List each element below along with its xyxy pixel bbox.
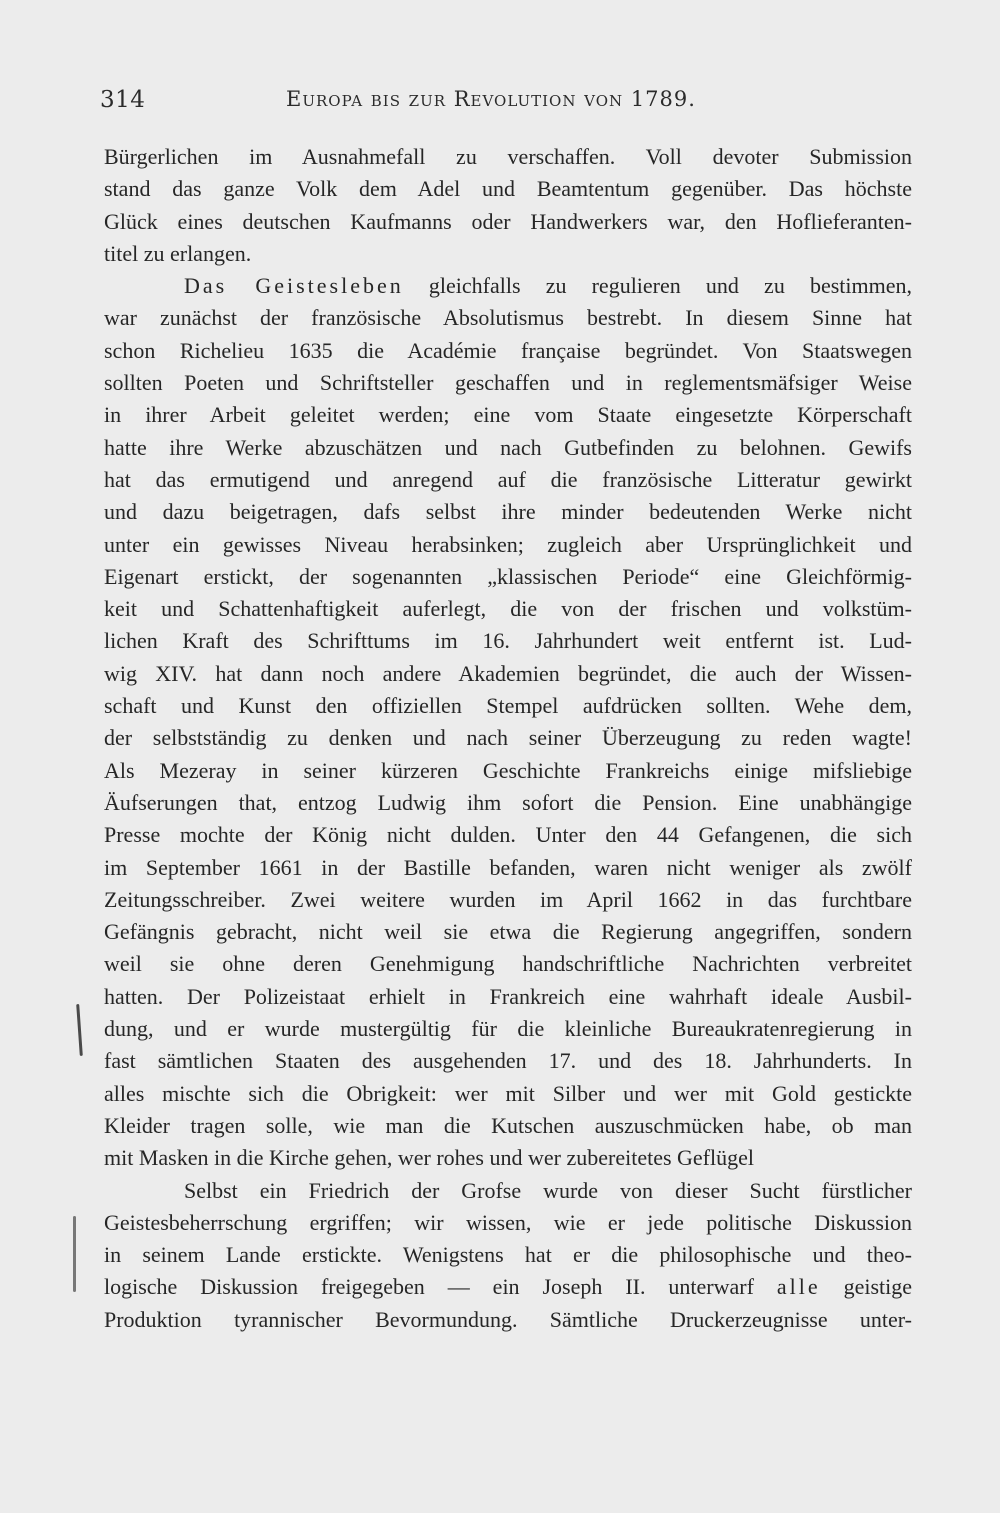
text-line: hatte ihre Werke abzuschätzen und nach Gutbefinden zu belohnen. Gewifs bbox=[104, 434, 912, 460]
text-line: in ihrer Arbeit geleitet werden; eine vom Staate eingesetzte Körperschaft bbox=[104, 402, 912, 428]
margin-pencil-mark bbox=[73, 1216, 76, 1292]
text-line: Zeitungsschreiber. Zwei weitere wurden im April 1662 in das furchtbare bbox=[104, 886, 912, 912]
text-line: weil sie ohne deren Genehmigung handschriftliche Nachrichten verbreitet bbox=[104, 951, 912, 977]
text-line: Bürgerlichen im Ausnahmefall zu verschaffen. Voll devoter Submission bbox=[104, 144, 912, 169]
margin-pencil-mark bbox=[76, 1004, 83, 1056]
text-line: Als Mezeray in seiner kürzeren Geschichte Frankreichs einige mifsliebige bbox=[104, 757, 912, 783]
spaced-emphasis: Das Geistesleben bbox=[184, 273, 404, 299]
page-number: 314 bbox=[100, 87, 146, 113]
text-fragment: logische Diskussion freigegeben — ein Joseph II. unterwarf bbox=[104, 1274, 754, 1300]
text-line: mit Masken in die Kirche gehen, wer rohes und wer zubereitetes Geflügel bbox=[104, 1145, 754, 1171]
text-fragment: gleichfalls zu regulieren und zu bestimmen, bbox=[428, 273, 913, 299]
text-line: und dazu beigetragen, dafs selbst ihre minder bedeutenden Werke nicht bbox=[104, 499, 912, 525]
text-line: wig XIV. hat dann noch andere Akademien begründet, die auch der Wissen- bbox=[104, 660, 912, 686]
text-line: stand das ganze Volk dem Adel und Beamtentum gegenüber. Das höchste bbox=[104, 176, 912, 202]
text-line: fast sämtlichen Staaten des ausgehenden 17. und des 18. Jahrhunderts. In bbox=[104, 1048, 912, 1074]
spaced-emphasis: alle bbox=[776, 1274, 821, 1300]
text-line: Glück eines deutschen Kaufmanns oder Handwerkers war, den Hoflieferanten- bbox=[104, 208, 912, 234]
text-line: schaft und Kunst den offiziellen Stempel aufdrücken sollten. Wehe dem, bbox=[104, 693, 912, 719]
text-line: Eigenart erstickt, der sogenannten „klassischen Periode“ eine Gleichförmig- bbox=[104, 563, 912, 589]
text-line: Äufserungen that, entzog Ludwig ihm sofort die Pension. Eine unabhängige bbox=[104, 789, 912, 815]
body-text bbox=[104, 141, 912, 1336]
text-line: unter ein gewisses Niveau herabsinken; zugleich aber Ursprünglichkeit und bbox=[104, 531, 912, 557]
text-line: hatten. Der Polizeistaat erhielt in Frankreich eine wahrhaft ideale Ausbil- bbox=[104, 983, 912, 1009]
text-line-with-emphasis bbox=[104, 1271, 912, 1303]
paragraph-first-line bbox=[104, 270, 912, 302]
text-fragment: geistige bbox=[843, 1274, 912, 1300]
page-header bbox=[100, 83, 925, 123]
text-line: war zunächst der französische Absolutismus bestrebt. In diesem Sinne hat bbox=[104, 305, 912, 331]
text-line: sollten Poeten und Schriftsteller geschaffen und in reglementsmäfsiger Weise bbox=[104, 370, 912, 396]
paragraph-first-line: Selbst ein Friedrich der Grofse wurde von dieser Sucht fürstlicher bbox=[184, 1177, 912, 1203]
text-line: im September 1661 in der Bastille befanden, waren nicht weniger als zwölf bbox=[104, 854, 912, 880]
text-line: keit und Schattenhaftigkeit auferlegt, die von der frischen und volkstüm- bbox=[104, 596, 912, 622]
text-line: in seinem Lande erstickte. Wenigstens hat er die philosophische und theo- bbox=[104, 1242, 912, 1268]
text-line: Geistesbeherrschung ergriffen; wir wissen, wie er jede politische Diskussion bbox=[104, 1209, 912, 1235]
text-line: Gefängnis gebracht, nicht weil sie etwa die Regierung angegriffen, sondern bbox=[104, 919, 912, 945]
text-line: hat das ermutigend und anregend auf die französische Litteratur gewirkt bbox=[104, 466, 912, 492]
text-line: alles mischte sich die Obrigkeit: wer mit Silber und wer mit Gold gestickte bbox=[104, 1080, 912, 1106]
text-line: titel zu erlangen. bbox=[104, 240, 252, 266]
text-line: lichen Kraft des Schrifttums im 16. Jahrhundert weit entfernt ist. Lud- bbox=[104, 628, 912, 654]
text-line: Kleider tragen solle, wie man die Kutschen auszuschmücken habe, ob man bbox=[104, 1112, 912, 1138]
text-line: dung, und er wurde mustergültig für die kleinliche Bureaukratenregierung in bbox=[104, 1016, 912, 1042]
text-line: Presse mochte der König nicht dulden. Unter den 44 Gefangenen, die sich bbox=[104, 822, 912, 848]
text-line: der selbstständig zu denken und nach seiner Überzeugung zu reden wagte! bbox=[104, 725, 912, 751]
running-title: Europa bis zur Revolution von 1789. bbox=[286, 87, 696, 111]
text-line: schon Richelieu 1635 die Académie française begründet. Von Staatswegen bbox=[104, 337, 912, 363]
text-line: Produktion tyrannischer Bevormundung. Sämtliche Druckerzeugnisse unter- bbox=[104, 1306, 912, 1332]
